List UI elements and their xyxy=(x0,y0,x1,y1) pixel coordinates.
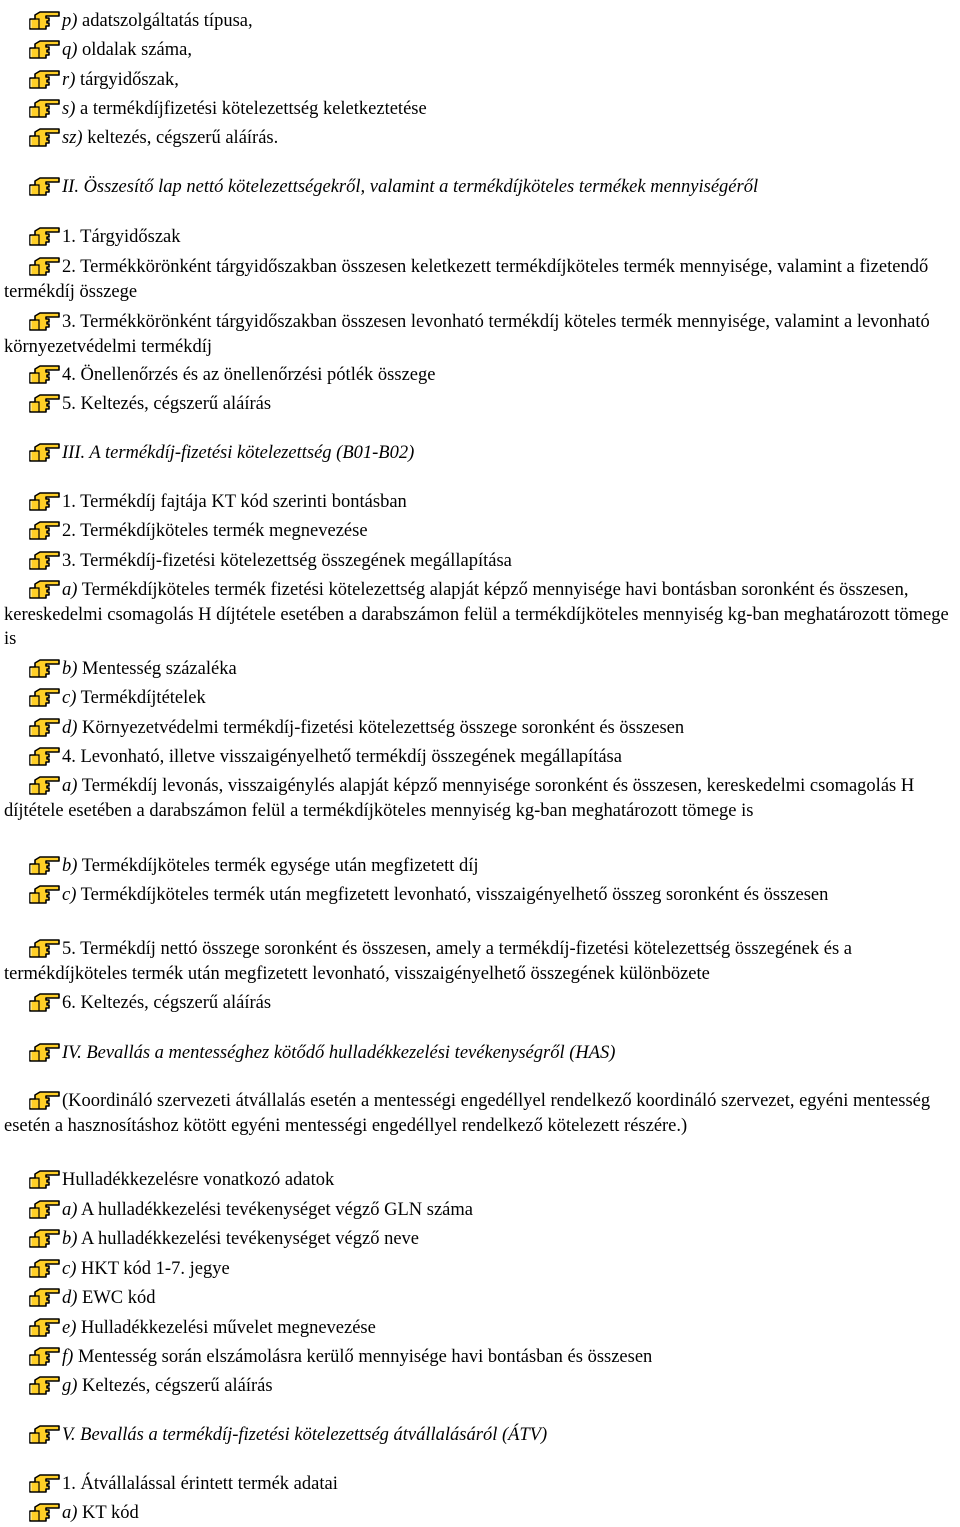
item-marker: d) xyxy=(62,1288,78,1308)
pointing-hand-icon xyxy=(29,1471,61,1493)
item-text: 2. Termékkörönként tárgyidőszakban összesen keletkezett termékdíjköteles termék mennyisége, valamint a fizetendő termékdíj összege xyxy=(4,257,929,302)
item-text: A hulladékkezelési tevékenységet végző neve xyxy=(77,1229,420,1249)
pointing-hand-icon xyxy=(29,1088,61,1110)
pointing-hand-icon xyxy=(29,1422,61,1444)
pointing-hand-icon xyxy=(29,224,61,246)
pointing-hand-icon xyxy=(29,489,61,511)
pointing-hand-icon xyxy=(29,96,61,118)
item-text: Környezetvédelmi termékdíj-fizetési kötelezettség összege soronként és összesen xyxy=(77,718,685,738)
pointing-hand-icon xyxy=(29,1167,61,1189)
list-item xyxy=(29,1226,960,1251)
item-text: Hulladékkezelésre vonatkozó adatok xyxy=(62,1170,335,1190)
pointing-hand-icon xyxy=(29,309,61,331)
item-text: Termékdíjköteles termék fizetési kötelezettség alapját képző mennyisége havi bontásban soronként és összesen, kereskedelmi csomagolás H díjtétele esetében a darabszámon felül a termékdíjköteles mennyiség kg-ban meghatározott tömege is xyxy=(4,580,949,649)
pointing-hand-icon xyxy=(29,37,61,59)
list-item xyxy=(4,577,956,652)
list-item xyxy=(29,715,960,740)
item-text: 6. Keltezés, cégszerű aláírás xyxy=(62,993,272,1013)
section-heading xyxy=(29,440,960,465)
pointing-hand-icon xyxy=(29,744,61,766)
list-item xyxy=(29,518,960,543)
pointing-hand-icon xyxy=(29,990,61,1012)
item-text: 1. Termékdíj fajtája KT kód szerinti bontásban xyxy=(62,492,407,512)
list-item xyxy=(29,96,960,121)
pointing-hand-icon xyxy=(29,1197,61,1219)
item-marker: d) xyxy=(62,718,78,738)
pointing-hand-icon xyxy=(29,936,61,958)
item-marker: c) xyxy=(62,1259,77,1279)
item-marker: c) xyxy=(62,885,77,905)
item-text: oldalak száma, xyxy=(77,40,192,60)
pointing-hand-icon xyxy=(29,440,61,462)
pointing-hand-icon xyxy=(29,577,61,599)
item-text: 5. Keltezés, cégszerű aláírás xyxy=(62,394,272,414)
list-item xyxy=(4,773,956,823)
list-item xyxy=(29,1471,960,1496)
item-marker: g) xyxy=(62,1376,78,1396)
item-marker: p) xyxy=(62,11,78,31)
section-heading xyxy=(29,1422,960,1447)
item-text: Mentesség százaléka xyxy=(77,659,237,679)
list-item xyxy=(29,685,960,710)
item-marker: e) xyxy=(62,1318,77,1338)
item-marker: r) xyxy=(62,70,76,90)
section-heading xyxy=(29,1040,960,1065)
item-text: 2. Termékdíjköteles termék megnevezése xyxy=(62,521,368,541)
pointing-hand-icon xyxy=(29,1500,61,1522)
list-item xyxy=(4,254,956,304)
pointing-hand-icon xyxy=(29,1256,61,1278)
pointing-hand-icon xyxy=(29,391,61,413)
list-item xyxy=(29,125,960,150)
list-item xyxy=(4,1088,956,1138)
pointing-hand-icon xyxy=(29,1040,61,1062)
pointing-hand-icon xyxy=(29,715,61,737)
list-item xyxy=(29,1285,960,1310)
item-text: Termékdíj levonás, visszaigénylés alapját képző mennyisége soronként és összesen, kereskedelmi csomagolás H díjtétele esetében a darabszámon felül a termékdíjköteles mennyiség kg-ban meghatározott tömege is xyxy=(4,776,915,821)
item-text: KT kód xyxy=(77,1503,139,1523)
pointing-hand-icon xyxy=(29,773,61,795)
pointing-hand-icon xyxy=(29,548,61,570)
pointing-hand-icon xyxy=(29,1373,61,1395)
pointing-hand-icon xyxy=(29,1226,61,1248)
list-item xyxy=(29,1373,960,1398)
item-text: (Koordináló szervezeti átvállalás esetén a mentességi engedéllyel rendelkező koordináló szervezet, egyéni mentesség esetén a hasznosításhoz kötött egyéni mentességi engedéllyel rendelkező kötelezett részére.) xyxy=(4,1091,931,1136)
list-item xyxy=(29,37,960,62)
item-text: HKT kód 1-7. jegye xyxy=(76,1259,230,1279)
pointing-hand-icon xyxy=(29,1285,61,1307)
item-marker: a) xyxy=(62,580,78,600)
item-marker: q) xyxy=(62,40,78,60)
item-marker: a) xyxy=(62,1200,78,1220)
item-marker: a) xyxy=(62,1503,78,1523)
list-item xyxy=(29,548,960,573)
item-text: Mentesség során elszámolásra kerülő mennyisége havi bontásban és összesen xyxy=(73,1347,653,1367)
list-item xyxy=(4,882,956,908)
item-text: a termékdíjfizetési kötelezettség keletkeztetése xyxy=(75,99,427,119)
pointing-hand-icon xyxy=(29,656,61,678)
list-item xyxy=(29,391,960,416)
list-item xyxy=(29,1315,960,1340)
list-item xyxy=(29,1344,960,1369)
list-item xyxy=(29,1256,960,1281)
item-text: A hulladékkezelési tevékenységet végző GLN száma xyxy=(77,1200,473,1220)
item-text: V. Bevallás a termékdíj-fizetési kötelezettség átvállalásáról (ÁTV) xyxy=(62,1425,548,1445)
item-text: Keltezés, cégszerű aláírás xyxy=(77,1376,273,1396)
pointing-hand-icon xyxy=(29,125,61,147)
item-marker: s) xyxy=(62,99,76,119)
item-text: Termékdíjtételek xyxy=(76,688,206,708)
pointing-hand-icon xyxy=(29,8,61,30)
item-text: tárgyidőszak, xyxy=(75,70,179,90)
item-text: Termékdíjköteles termék egysége után megfizetett díj xyxy=(77,856,479,876)
list-item xyxy=(29,853,960,878)
list-item xyxy=(29,1500,960,1525)
pointing-hand-icon xyxy=(29,254,61,276)
item-text: 1. Átvállalással érintett termék adatai xyxy=(62,1474,338,1494)
item-marker: f) xyxy=(62,1347,74,1367)
item-text: keltezés, cégszerű aláírás. xyxy=(82,128,279,148)
list-item xyxy=(29,1167,960,1192)
list-item xyxy=(29,8,960,33)
item-text: 4. Önellenőrzés és az önellenőrzési pótlék összege xyxy=(62,365,436,385)
pointing-hand-icon xyxy=(29,882,61,904)
list-item xyxy=(29,489,960,514)
item-marker: sz) xyxy=(62,128,83,148)
list-item xyxy=(29,224,960,249)
item-text: IV. Bevallás a mentességhez kötődő hulladékkezelési tevékenységről (HAS) xyxy=(62,1043,616,1063)
list-item xyxy=(29,656,960,681)
pointing-hand-icon xyxy=(29,1344,61,1366)
list-item xyxy=(29,362,960,387)
item-text: 1. Tárgyidőszak xyxy=(62,227,181,247)
pointing-hand-icon xyxy=(29,174,61,196)
item-marker: b) xyxy=(62,1229,78,1249)
item-marker: c) xyxy=(62,688,77,708)
item-text: 3. Termékkörönként tárgyidőszakban összesen levonható termékdíj köteles termék mennyisége, valamint a levonható környezetvédelmi termékdíj xyxy=(4,312,930,357)
list-item xyxy=(4,309,956,359)
item-text: II. Összesítő lap nettó kötelezettségekről, valamint a termékdíjköteles termékek mennyiségéről xyxy=(62,177,759,197)
item-text: III. A termékdíj-fizetési kötelezettség (B01-B02) xyxy=(62,443,415,463)
list-item xyxy=(4,936,956,986)
pointing-hand-icon xyxy=(29,518,61,540)
pointing-hand-icon xyxy=(29,67,61,89)
list-item xyxy=(29,744,960,769)
item-text: 4. Levonható, illetve visszaigényelhető termékdíj összegének megállapítása xyxy=(62,747,622,767)
item-text: 3. Termékdíj-fizetési kötelezettség összegének megállapítása xyxy=(62,551,512,571)
item-text: 5. Termékdíj nettó összege soronként és összesen, amely a termékdíj-fizetési kötelezettség összegének és a termékdíjköteles termék után megfizetett levonható, visszaigényelhető összegének különbözete xyxy=(4,939,852,984)
item-text: adatszolgáltatás típusa, xyxy=(77,11,253,31)
pointing-hand-icon xyxy=(29,1315,61,1337)
pointing-hand-icon xyxy=(29,685,61,707)
pointing-hand-icon xyxy=(29,362,61,384)
item-marker: b) xyxy=(62,856,78,876)
item-marker: a) xyxy=(62,776,78,796)
item-text: Hulladékkezelési művelet megnevezése xyxy=(76,1318,376,1338)
list-item xyxy=(29,67,960,92)
item-text: Termékdíjköteles termék után megfizetett levonható, visszaigényelhető összeg soronként és összesen xyxy=(76,885,829,905)
pointing-hand-icon xyxy=(29,853,61,875)
list-item xyxy=(29,990,960,1015)
list-item xyxy=(29,1197,960,1222)
item-text: EWC kód xyxy=(77,1288,156,1308)
section-heading xyxy=(29,174,960,199)
item-marker: b) xyxy=(62,659,78,679)
